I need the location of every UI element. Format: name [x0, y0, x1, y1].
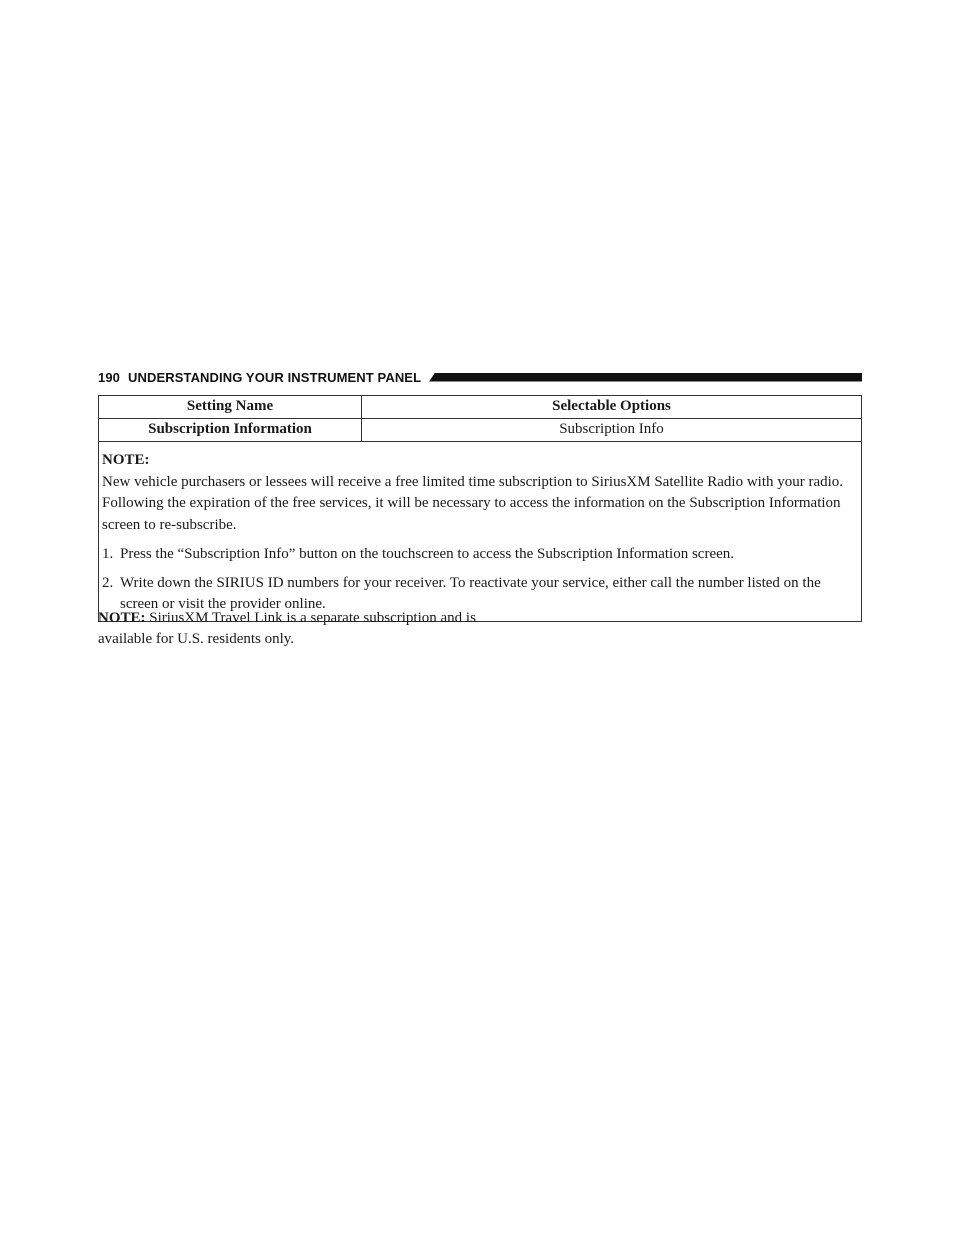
note-row: [99, 442, 862, 622]
travel-link-note: [98, 608, 478, 650]
table-header-row: [99, 396, 862, 419]
step-text: Write down the SIRIUS ID numbers for your receiver. To reactivate your service, either call the number listed on the screen or visit the provider online.: [120, 574, 821, 612]
note-cell: [99, 442, 862, 622]
step-number: 2.: [102, 574, 114, 591]
step-number: 1.: [102, 546, 114, 562]
note-text: SiriusXM Travel Link is a separate subscription and is available for U.S. residents only.: [98, 610, 476, 647]
column-header-setting-name: Setting Name: [99, 396, 362, 419]
section-title: UNDERSTANDING YOUR INSTRUMENT PANEL: [128, 369, 422, 385]
table-row: [99, 419, 862, 442]
list-item: [102, 544, 857, 566]
note-text: New vehicle purchasers or lessees will receive a free limited time subscription to SiriusXM Satellite Radio with your radio. Following the expiration of the free services, it will be necessary to access the information on the Subscription Information screen to re-subscribe.: [102, 473, 844, 533]
column-header-selectable-options: Selectable Options: [362, 396, 862, 419]
step-text: Press the “Subscription Info” button on the touchscreen to access the Subscription Information screen.: [120, 546, 735, 562]
settings-table: [98, 395, 862, 622]
setting-name-cell: Subscription Information: [99, 419, 362, 442]
page-number: 190: [98, 369, 120, 385]
note-steps: [102, 544, 857, 616]
note-label: NOTE:: [98, 610, 146, 626]
header-rule: [429, 373, 862, 382]
page-header: [98, 366, 862, 388]
note-label: NOTE:: [102, 452, 150, 468]
header-text: [98, 370, 421, 385]
selectable-option-cell: Subscription Info: [362, 419, 862, 442]
